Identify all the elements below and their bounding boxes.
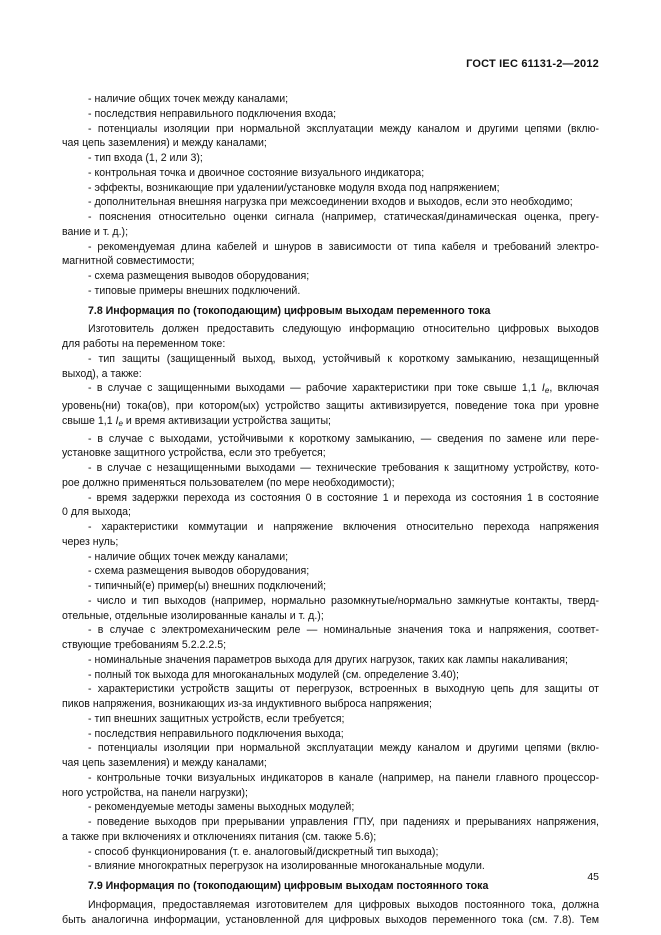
text-line: - потенциалы изоляции при нормальной эксплуатации между каналом и другими цепями (вклю- [88,122,599,135]
text-line: вание и т. д.); [62,225,129,238]
text-line: - тип защиты (защищенный выход, выход, устойчивый к короткому замыканию, незащищенный [88,352,599,365]
text-line: отельные, отдельные изолированные каналы и т. д.); [62,609,324,622]
text-line: выход), а также: [62,367,142,380]
text-line: - тип входа (1, 2 или 3); [88,152,203,164]
text-line: магнитной совместимости; [62,255,195,268]
text-line: - дополнительная внешняя нагрузка при межсоединении входов и выходов, если это необходимо; [88,196,573,209]
text-fragment: - в случае с защищенными выходами — рабочие характеристики при токе свыше 1,1 [88,382,542,395]
text-fragment: свыше 1,1 [62,414,116,427]
text-line: - эффекты, возникающие при удалении/установке модуля входа под напряжением; [88,181,500,194]
text-line: - характеристики коммутации и напряжение включения относительно перехода напряжения [88,521,599,533]
text-line: - наличие общих точек между каналами; [88,550,289,563]
text-line: - способ функционирования (т. е. аналоговый/дискретный тип выхода); [88,845,439,858]
text-line: чая цепь заземления) и между каналами; [62,757,267,769]
text-line: - потенциалы изоляции при нормальной эксплуатации между каналом и другими цепями (вклю- [88,742,599,755]
text-line: уровень(ни) тока(ов), при котором(ых) устройство защиты активизируется, поведение тока при уровне [62,400,599,412]
section-heading-7-8: 7.8 Информация по (токоподающим) цифровым выходам переменного тока [88,304,491,317]
text-line: - контрольная точка и двоичное состояние визуального индикатора; [88,166,425,179]
text-line: для работы на переменном токе: [62,338,226,350]
current-subscript: e [544,386,550,396]
text-line: - типичный(е) пример(ы) внешних подключений; [88,580,327,592]
text-line: - полный ток выхода для многоканальных модулей (см. определение 3.40); [88,668,459,681]
text-line: ствующие требованиям 5.2.2.2.5; [62,639,227,651]
current-subscript: e [118,418,123,428]
text-line: - контрольные точки визуальных индикаторов в канале (например, на панели главного процессор- [88,771,599,784]
text-line: - последствия неправильного подключения выхода; [88,727,344,740]
standard-header: ГОСТ IEC 61131-2—2012 [466,58,599,70]
text-line: - номинальные значения параметров выхода для других нагрузок, таких как лампы накаливания; [88,653,568,666]
text-line: - наличие общих точек между каналами; [88,93,289,105]
text-line: - в случае с незащищенными выходами — технические требования к защитному устройству, кото- [88,462,599,474]
text-line: - типовые примеры внешних подключений. [88,284,301,297]
text-line: чая цепь заземления) и между каналами; [62,137,267,150]
text-line: - пояснения относительно оценки сигнала (например, статическая/динамическая оценка, прery- [88,211,599,223]
text-line: - время задержки перехода из состояния 0 в состояние 1 и перехода из состояния 1 в состояние [88,491,599,504]
current-symbol: I [115,414,119,427]
text-line: Информация, предоставляемая изготовителем для цифровых выходов постоянного тока, должна [88,898,599,911]
text-line: через нуль; [62,535,119,548]
page-body [62,92,599,927]
text-line: ного устройства, на панели нагрузки); [62,786,248,799]
text-line: - схема размещения выводов оборудования; [88,270,310,282]
text-line: - поведение выходов при прерывании управления ГПУ, при падениях и прерываниях напряжения, [88,816,599,828]
text-line: - тип внешних защитных устройств, если требуется; [88,712,345,725]
text-line: - влияние многократных перегрузок на изолированные многоканальные модули. [88,860,485,873]
text-line: - в случае с выходами, устойчивыми к короткому замыканию, — сведения по замене или пере- [88,432,599,445]
text-line: - число и тип выходов (например, нормально разомкнутые/нормально замкнутые контакты, тверд- [88,594,599,607]
text-line: - последствия неправильного подключения входа; [88,107,337,120]
page-number: 45 [587,871,599,883]
text-line: - характеристики устройств защиты от перегрузок, встроенных в выходную цепь для защиты от [88,683,599,696]
text-line: - в случае с электромеханическим реле — номинальные значения тока и напряжения, соответ- [88,624,599,637]
text-line: быть аналогична информации, установленной для цифровых выходов переменного тока (см. 7.8). Тем [62,913,599,926]
text-line: а также при включениях и отключениях питания (см. также 5.6); [62,830,377,843]
text-line: пиков напряжения, возникающих из-за индуктивного выброса напряжения; [62,698,432,710]
text-line: - схема размещения выводов оборудования; [88,565,310,578]
text-line: рое должно применяться пользователем (по мере необходимости); [62,476,395,489]
text-line: установке защитного устройства, если это требуется; [62,447,326,460]
text-line: - рекомендуемые методы замены выходных модулей; [88,801,355,814]
text-line: Изготовитель должен предоставить следующую информацию относительно цифровых выходов [88,323,599,336]
section-heading-7-9: 7.9 Информация по (токоподающим) цифровым выходам постоянного тока [88,880,489,892]
text-line: - рекомендуемая длина кабелей и шнуров в зависимости от типа кабеля и требований электро- [88,240,599,253]
current-symbol: I [541,382,545,395]
text-line: 0 для выхода; [62,506,131,519]
text-line [62,381,599,399]
text-line [62,414,599,432]
text-fragment: и время активизации устройства защиты; [122,414,332,427]
text-fragment: , включая [549,382,599,395]
